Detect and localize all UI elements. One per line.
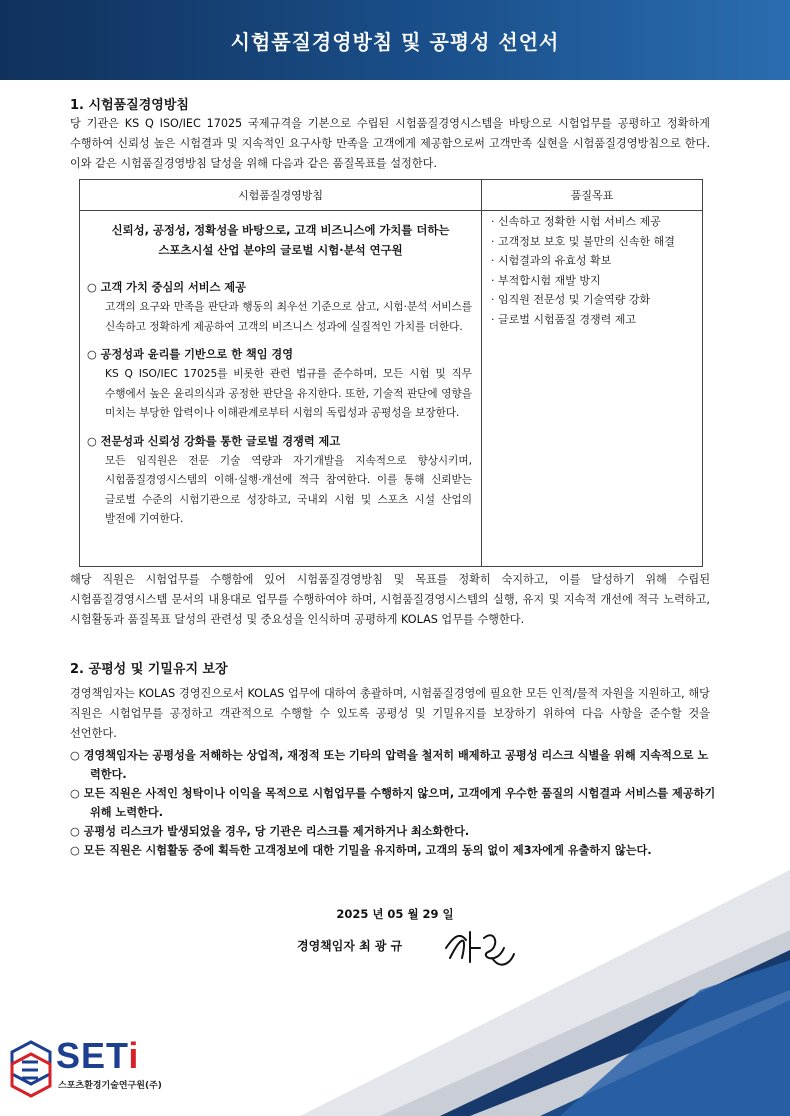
commitment-item: ○ 공평성 리스크가 발생되었을 경우, 당 기관은 리스크를 제거하거나 최소화한다.: [70, 825, 470, 838]
logo-wordmark-blue: SET: [56, 1035, 129, 1076]
policy-item-title: ○ 공정성과 윤리를 기반으로 한 책임 경영: [87, 348, 294, 361]
commitment-list: [70, 746, 716, 860]
commitment-item: ○ 모든 직원은 시험활동 중에 획득한 고객정보에 대한 기밀을 유지하며, 고객의 동의 없이 제3자에게 유출하지 않는다.: [70, 844, 652, 857]
col-goal-header: 품질목표: [482, 180, 703, 211]
policy-item-body: 고객의 요구와 만족을 판단과 행동의 최우선 기준으로 삼고, 시험·분석 서비스를 신속하고 정확하게 제공하여 고객의 비즈니스 성과에 실질적인 가치를 더한다.: [105, 301, 472, 333]
policy-heading: [81, 220, 480, 260]
section1-title: 1. 시험품질경영방침: [70, 98, 189, 113]
company-logo-icon: [10, 1040, 52, 1098]
goal-item: · 시험결과의 유효성 확보: [491, 254, 612, 267]
policy-item: [87, 345, 472, 424]
title-banner: [0, 0, 790, 80]
commitment-item: ○ 모든 직원은 사적인 청탁이나 이익을 목적으로 시험업무를 수행하지 않으며, 고객에게 우수한 품질의 시험결과 서비스를 제공하기 위해 노력한다.: [70, 787, 716, 819]
policy-item: [87, 278, 472, 337]
policy-heading-line2: 스포츠시설 산업 분야의 글로벌 시험·분석 연구원: [158, 243, 403, 257]
policy-cell: [80, 211, 482, 567]
logo-wordmark-red: i: [128, 1035, 140, 1076]
policy-item-title: ○ 전문성과 신뢰성 강화를 통한 글로벌 경쟁력 제고: [87, 434, 341, 448]
goal-item: · 고객정보 보호 및 불만의 신속한 해결: [491, 234, 675, 248]
section1-closing: 해당 직원은 시험업무를 수행함에 있어 시험품질경영방침 및 목표를 정확히 숙지하고, 이를 달성하기 위해 수립된 시험품질경영시스템 문서의 내용대로 업무를 수행하여야 하며, 시험품질경영시스템의 실행, 유지 및 지속적 개선에 적극 노력하고, 시험활동과 품질목표 달성의 관련성 및 중요성을 인식하며 공평하게 KOLAS 업무를 수행한다.: [70, 573, 710, 626]
policy-item: [87, 432, 472, 530]
section1-intro: 당 기관은 KS Q ISO/IEC 17025 국제규격을 기본으로 수립된 시험품질경영시스템을 바탕으로 시험업무를 공평하고 정확하게 수행하여 신뢰성 높은 시험결과 및 지속적인 요구사항 만족을 고객에게 제공함으로써 고객만족 실현을 시험품질경영방침으로 한다. 이와 같은 시험품질경영방침 달성을 위해 다음과 같은 품질목표를 설정한다.: [70, 117, 710, 170]
policy-item-body: 모든 임직원은 전문 기술 역량과 자기개발을 지속적으로 향상시키며, 시험품질경영시스템의 이해·실행·개선에 적극 참여한다. 이를 통해 신뢰받는 글로벌 수준의 시험기관으로 성장하고, 국내외 시험 및 스포츠 시설 산업의 발전에 기여한다.: [105, 454, 472, 525]
company-name: 스포츠환경기술연구원(주): [58, 1081, 162, 1091]
commitment-item: ○ 경영책임자는 공평성을 저해하는 상업적, 재정적 또는 기타의 압력을 철저히 배제하고 공평성 리스크 식별을 위해 지속적으로 노력한다.: [70, 749, 709, 781]
signer-name: 경영책임자 최 광 규: [297, 939, 403, 953]
page-title: 시험품질경영방침 및 공평성 선언서: [230, 30, 560, 54]
goal-item: · 부적합시험 재발 방지: [491, 273, 601, 287]
section2-intro: 경영책임자는 KOLAS 경영진으로서 KOLAS 업무에 대하여 총괄하며, 시험품질경영에 필요한 모든 인적/물적 자원을 지원하고, 해당 직원은 시험업무를 공정하고 객관적으로 수행할 수 있도록 공평성 및 기밀유지를 보장하기 위하여 다음 사항을 준수할 것을 선언한다.: [70, 687, 710, 740]
goal-item: · 신속하고 정확한 시험 서비스 제공: [491, 215, 661, 228]
goal-item: · 임직원 전문성 및 기술역량 강화: [491, 293, 651, 306]
col-policy-header: 시험품질경영방침: [80, 180, 482, 211]
policy-heading-line1: 신뢰성, 공정성, 정확성을 바탕으로, 고객 비즈니스에 가치를 더하는: [111, 223, 450, 237]
goal-cell: [482, 211, 703, 567]
policy-item-body: KS Q ISO/IEC 17025를 비롯한 관련 법규를 준수하며, 모든 시험 및 직무 수행에서 높은 윤리의식과 공정한 판단을 유지한다. 또한, 기술적 판단에 영향을 미치는 부당한 압력이나 이해관계로부터 시험의 독립성과 공평성을 보장한다.: [105, 368, 472, 419]
goal-list: [483, 212, 701, 329]
goal-item: · 글로벌 시험품질 경쟁력 제고: [491, 312, 636, 326]
declaration-date: 2025 년 05 월 29 일: [336, 907, 454, 921]
company-logo-wordmark: [56, 1035, 139, 1077]
policy-item-title: ○ 고객 가치 중심의 서비스 제공: [87, 281, 246, 294]
quality-policy-table: [79, 179, 703, 567]
handwritten-signature: [440, 918, 520, 978]
section2-title: 2. 공평성 및 기밀유지 보장: [70, 662, 228, 677]
